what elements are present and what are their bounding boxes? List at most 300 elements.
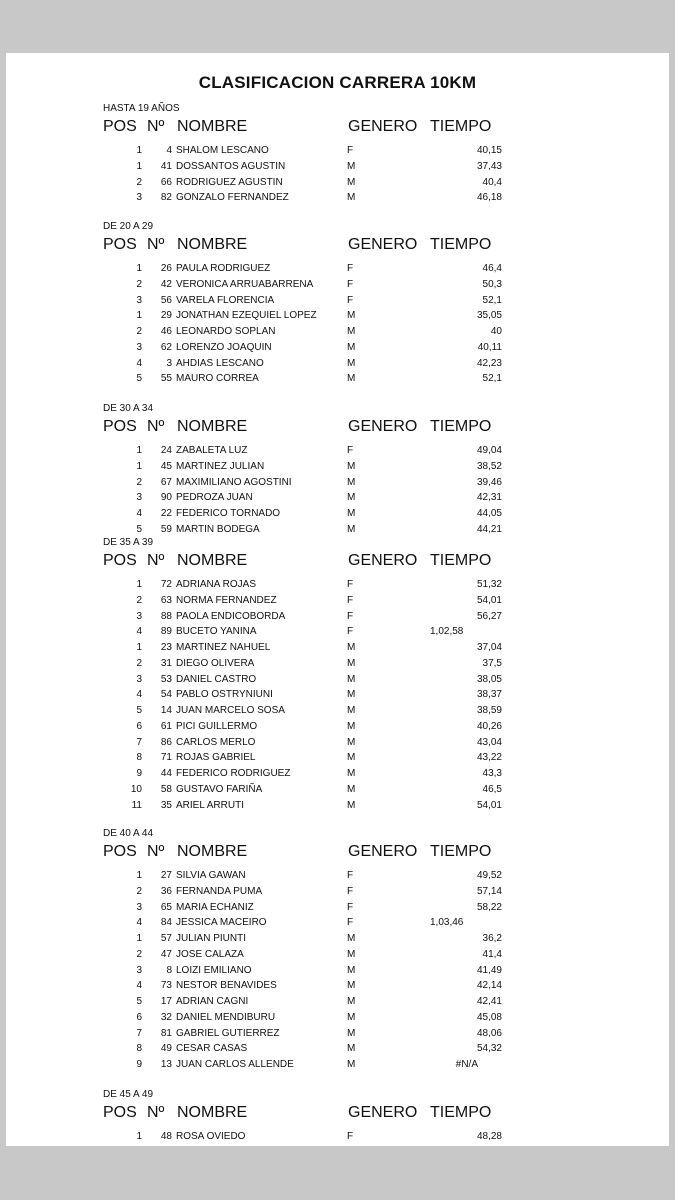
runner-name-cell: CESAR CASAS xyxy=(176,1043,248,1055)
column-header-row xyxy=(6,1104,669,1124)
table-row xyxy=(6,461,669,476)
runner-name-cell: FERNANDA PUMA xyxy=(176,885,263,897)
column-header-num: Nº xyxy=(147,118,165,135)
position-cell: 1 xyxy=(136,933,142,944)
bib-number-cell: 26 xyxy=(160,263,172,274)
column-header-num: Nº xyxy=(147,552,165,569)
gender-cell: M xyxy=(347,160,356,172)
gender-cell: M xyxy=(347,964,356,976)
bib-number-cell: 66 xyxy=(160,176,172,188)
table-row xyxy=(6,1028,669,1043)
time-cell: 57,14 xyxy=(476,885,502,897)
time-cell: 38,52 xyxy=(476,460,502,472)
column-header-row xyxy=(6,843,669,863)
column-header-pos: POS xyxy=(103,843,137,860)
time-cell: 58,22 xyxy=(476,901,502,913)
bib-number-cell: 3 xyxy=(166,357,172,369)
gender-cell: F xyxy=(347,870,354,881)
gender-cell: F xyxy=(347,1131,354,1142)
gender-cell: M xyxy=(347,341,356,353)
gender-cell: F xyxy=(347,885,354,897)
bib-number-cell: 89 xyxy=(160,626,172,638)
time-cell: 49,52 xyxy=(476,870,502,881)
position-cell: 5 xyxy=(136,373,142,385)
bib-number-cell: 24 xyxy=(160,445,172,456)
position-cell: 3 xyxy=(136,610,142,622)
table-row xyxy=(6,279,669,294)
runner-name-cell: JUAN MARCELO SOSA xyxy=(176,705,285,716)
runner-name-cell: CARLOS MERLO xyxy=(176,736,256,748)
time-cell: 38,37 xyxy=(476,689,502,701)
position-cell: 2 xyxy=(136,885,142,897)
position-cell: 5 xyxy=(136,996,142,1007)
bib-number-cell: 36 xyxy=(160,885,172,897)
runner-name-cell: MAURO CORREA xyxy=(176,373,259,385)
table-row xyxy=(6,326,669,341)
table-row xyxy=(6,965,669,980)
position-cell: 3 xyxy=(136,192,142,204)
bib-number-cell: 14 xyxy=(160,705,172,716)
table-row xyxy=(6,752,669,767)
gender-cell: M xyxy=(347,373,356,385)
runner-name-cell: MARIA ECHANIZ xyxy=(176,901,254,913)
column-header-tiempo: TIEMPO xyxy=(430,552,492,569)
gender-cell: F xyxy=(347,917,354,929)
bib-number-cell: 58 xyxy=(160,783,172,795)
time-cell: 49,04 xyxy=(476,445,502,456)
table-row xyxy=(6,295,669,310)
position-cell: 2 xyxy=(136,326,142,337)
table-row xyxy=(6,508,669,523)
runner-name-cell: PICI GUILLERMO xyxy=(176,720,258,732)
runner-name-cell: PAULA RODRIGUEZ xyxy=(176,263,271,274)
gender-cell: M xyxy=(347,192,356,204)
position-cell: 2 xyxy=(136,278,142,290)
column-header-nombre: NOMBRE xyxy=(177,118,248,135)
gender-cell: M xyxy=(347,176,356,188)
column-header-genero: GENERO xyxy=(348,418,418,435)
table-row xyxy=(6,445,669,460)
time-cell: 46,18 xyxy=(476,192,502,204)
gender-cell: M xyxy=(347,980,356,992)
table-row xyxy=(6,917,669,932)
runner-name-cell: AHDIAS LESCANO xyxy=(176,357,264,369)
bib-number-cell: 46 xyxy=(160,326,172,337)
gender-cell: M xyxy=(347,705,356,716)
time-cell: 54,01 xyxy=(476,799,502,811)
column-header-num: Nº xyxy=(147,418,165,435)
time-cell: 42,23 xyxy=(476,357,502,369)
runner-name-cell: DIEGO OLIVERA xyxy=(176,657,255,669)
runner-name-cell: ROJAS GABRIEL xyxy=(176,752,256,764)
column-header-num: Nº xyxy=(147,1104,165,1121)
time-cell: 43,22 xyxy=(476,752,502,764)
bib-number-cell: 32 xyxy=(160,1011,172,1023)
position-cell: 1 xyxy=(136,310,142,322)
time-cell: #N/A xyxy=(455,1059,478,1070)
time-cell: 40,26 xyxy=(476,720,502,732)
bib-number-cell: 56 xyxy=(160,294,172,306)
gender-cell: M xyxy=(347,657,356,669)
gender-cell: M xyxy=(347,357,356,369)
time-cell: 40,4 xyxy=(482,176,502,188)
bib-number-cell: 48 xyxy=(160,1131,172,1142)
position-cell: 1 xyxy=(136,870,142,881)
table-row xyxy=(6,768,669,783)
column-header-genero: GENERO xyxy=(348,118,418,135)
position-cell: 3 xyxy=(136,901,142,913)
table-row xyxy=(6,870,669,885)
time-cell: 35,05 xyxy=(476,310,502,322)
gender-cell: M xyxy=(347,768,356,779)
gender-cell: M xyxy=(347,476,356,488)
column-header-row xyxy=(6,236,669,256)
position-cell: 4 xyxy=(136,508,142,519)
gender-cell: F xyxy=(347,263,354,274)
position-cell: 1 xyxy=(136,579,142,590)
runner-name-cell: LEONARDO SOPLAN xyxy=(176,326,276,337)
runner-name-cell: DANIEL CASTRO xyxy=(176,673,257,685)
runner-name-cell: ZABALETA LUZ xyxy=(176,445,248,456)
time-cell: 42,41 xyxy=(476,996,502,1007)
table-row xyxy=(6,342,669,357)
runner-name-cell: VARELA FLORENCIA xyxy=(176,294,275,306)
runner-name-cell: DOSSANTOS AGUSTIN xyxy=(176,160,286,172)
table-row xyxy=(6,1131,669,1146)
column-header-num: Nº xyxy=(147,843,165,860)
gender-cell: M xyxy=(347,752,356,764)
position-cell: 2 xyxy=(136,476,142,488)
runner-name-cell: MARTINEZ JULIAN xyxy=(176,460,265,472)
table-row xyxy=(6,1059,669,1074)
time-cell: 38,59 xyxy=(476,705,502,716)
position-cell: 4 xyxy=(136,980,142,992)
position-cell: 1 xyxy=(136,642,142,653)
runner-name-cell: GONZALO FERNANDEZ xyxy=(176,192,289,204)
table-row xyxy=(6,642,669,657)
runner-name-cell: JESSICA MACEIRO xyxy=(176,917,267,929)
table-row xyxy=(6,373,669,388)
gender-cell: F xyxy=(347,610,354,622)
gender-cell: M xyxy=(347,460,356,472)
section-label: DE 20 A 29 xyxy=(103,221,154,232)
column-header-tiempo: TIEMPO xyxy=(430,418,492,435)
time-cell: 52,1 xyxy=(482,294,502,306)
time-cell: 42,14 xyxy=(476,980,502,992)
position-cell: 1 xyxy=(136,445,142,456)
bib-number-cell: 55 xyxy=(160,373,172,385)
gender-cell: M xyxy=(347,492,356,504)
bib-number-cell: 17 xyxy=(160,996,172,1007)
runner-name-cell: FEDERICO RODRIGUEZ xyxy=(176,768,291,779)
table-row xyxy=(6,1043,669,1058)
bib-number-cell: 42 xyxy=(160,278,172,290)
bib-number-cell: 73 xyxy=(160,980,172,992)
time-cell: 38,05 xyxy=(476,673,502,685)
runner-name-cell: PAOLA ENDICOBORDA xyxy=(176,610,286,622)
time-cell: 45,08 xyxy=(476,1011,502,1023)
table-row xyxy=(6,611,669,626)
gender-cell: M xyxy=(347,948,356,960)
column-header-nombre: NOMBRE xyxy=(177,1104,248,1121)
section-label: DE 35 A 39 xyxy=(103,537,154,548)
column-header-nombre: NOMBRE xyxy=(177,843,248,860)
runner-name-cell: RODRIGUEZ AGUSTIN xyxy=(176,176,283,188)
gender-cell: M xyxy=(347,736,356,748)
runner-name-cell: NORMA FERNANDEZ xyxy=(176,594,277,606)
gender-cell: F xyxy=(347,294,354,306)
table-row xyxy=(6,784,669,799)
gender-cell: F xyxy=(347,594,354,606)
position-cell: 1 xyxy=(136,160,142,172)
time-cell: 43,04 xyxy=(476,736,502,748)
time-cell: 1,02,58 xyxy=(430,626,464,638)
time-cell: 51,32 xyxy=(476,579,502,590)
table-row xyxy=(6,721,669,736)
column-header-genero: GENERO xyxy=(348,1104,418,1121)
bib-number-cell: 86 xyxy=(160,736,172,748)
gender-cell: M xyxy=(347,783,356,795)
position-cell: 1 xyxy=(136,1131,142,1142)
bib-number-cell: 57 xyxy=(160,933,172,944)
table-row xyxy=(6,996,669,1011)
time-cell: 37,04 xyxy=(476,642,502,653)
gender-cell: M xyxy=(347,326,356,337)
column-header-num: Nº xyxy=(147,236,165,253)
bib-number-cell: 72 xyxy=(160,579,172,590)
gender-cell: M xyxy=(347,642,356,653)
table-row xyxy=(6,1012,669,1027)
bib-number-cell: 27 xyxy=(160,870,172,881)
table-row xyxy=(6,626,669,641)
column-header-genero: GENERO xyxy=(348,552,418,569)
gender-cell: M xyxy=(347,933,356,944)
runner-name-cell: PABLO OSTRYNIUNI xyxy=(176,689,273,701)
gender-cell: M xyxy=(347,996,356,1007)
gender-cell: M xyxy=(347,1011,356,1023)
runner-name-cell: JULIAN PIUNTI xyxy=(176,933,247,944)
bib-number-cell: 29 xyxy=(160,310,172,322)
table-row xyxy=(6,477,669,492)
table-row xyxy=(6,689,669,704)
bib-number-cell: 67 xyxy=(160,476,172,488)
bib-number-cell: 62 xyxy=(160,341,172,353)
bib-number-cell: 90 xyxy=(160,492,172,504)
position-cell: 3 xyxy=(136,673,142,685)
time-cell: 50,3 xyxy=(482,278,502,290)
time-cell: 40,11 xyxy=(477,341,502,353)
column-header-nombre: NOMBRE xyxy=(177,552,248,569)
runner-name-cell: LOIZI EMILIANO xyxy=(176,964,252,976)
runner-name-cell: SHALOM LESCANO xyxy=(176,145,269,156)
time-cell: 54,32 xyxy=(476,1043,502,1055)
column-header-row xyxy=(6,418,669,438)
position-cell: 4 xyxy=(136,689,142,701)
table-row xyxy=(6,902,669,917)
column-header-tiempo: TIEMPO xyxy=(430,118,492,135)
position-cell: 11 xyxy=(131,799,142,811)
runner-name-cell: ROSA OVIEDO xyxy=(176,1131,246,1142)
column-header-tiempo: TIEMPO xyxy=(430,236,492,253)
gender-cell: F xyxy=(347,626,354,638)
column-header-row xyxy=(6,552,669,572)
time-cell: 36,2 xyxy=(482,933,502,944)
bib-number-cell: 41 xyxy=(160,160,172,172)
section-label: HASTA 19 AÑOS xyxy=(103,103,180,114)
time-cell: 1,03,46 xyxy=(430,917,464,929)
document-title: CLASIFICACION CARRERA 10KM xyxy=(198,73,477,92)
runner-name-cell: JUAN CARLOS ALLENDE xyxy=(176,1059,294,1070)
bib-number-cell: 88 xyxy=(160,610,172,622)
position-cell: 4 xyxy=(136,357,142,369)
bib-number-cell: 82 xyxy=(160,192,172,204)
time-cell: 46,4 xyxy=(482,263,502,274)
table-row xyxy=(6,310,669,325)
position-cell: 3 xyxy=(136,492,142,504)
position-cell: 2 xyxy=(136,657,142,669)
bib-number-cell: 8 xyxy=(166,964,172,976)
table-row xyxy=(6,674,669,689)
position-cell: 3 xyxy=(136,294,142,306)
bib-number-cell: 22 xyxy=(160,508,172,519)
column-header-row xyxy=(6,118,669,138)
table-row xyxy=(6,177,669,192)
runner-name-cell: NESTOR BENAVIDES xyxy=(176,980,277,992)
position-cell: 7 xyxy=(136,736,142,748)
table-row xyxy=(6,263,669,278)
runner-name-cell: BUCETO YANINA xyxy=(176,626,257,638)
column-header-pos: POS xyxy=(103,552,137,569)
time-cell: 52,1 xyxy=(482,373,502,385)
position-cell: 4 xyxy=(136,626,142,638)
table-row xyxy=(6,737,669,752)
gender-cell: F xyxy=(347,901,354,913)
table-row xyxy=(6,886,669,901)
column-header-nombre: NOMBRE xyxy=(177,236,248,253)
time-cell: 54,01 xyxy=(476,594,502,606)
runner-name-cell: JONATHAN EZEQUIEL LOPEZ xyxy=(176,310,317,322)
gender-cell: F xyxy=(347,278,354,290)
column-header-nombre: NOMBRE xyxy=(177,418,248,435)
position-cell: 1 xyxy=(136,145,142,156)
column-header-pos: POS xyxy=(103,118,137,135)
time-cell: 44,21 xyxy=(476,523,502,535)
position-cell: 3 xyxy=(136,341,142,353)
bib-number-cell: 45 xyxy=(160,460,172,472)
bib-number-cell: 84 xyxy=(160,917,172,929)
bib-number-cell: 53 xyxy=(160,673,172,685)
position-cell: 2 xyxy=(136,176,142,188)
gender-cell: F xyxy=(347,145,354,156)
bib-number-cell: 61 xyxy=(160,720,172,732)
time-cell: 42,31 xyxy=(476,492,502,504)
column-header-pos: POS xyxy=(103,236,137,253)
bib-number-cell: 81 xyxy=(160,1027,172,1039)
table-row xyxy=(6,949,669,964)
runner-name-cell: SILVIA GAWAN xyxy=(176,870,246,881)
runner-name-cell: DANIEL MENDIBURU xyxy=(176,1011,276,1023)
position-cell: 4 xyxy=(136,917,142,929)
position-cell: 8 xyxy=(136,752,142,764)
time-cell: 44,05 xyxy=(476,508,502,519)
time-cell: 39,46 xyxy=(476,476,502,488)
table-row xyxy=(6,579,669,594)
table-row xyxy=(6,933,669,948)
time-cell: 43,3 xyxy=(482,768,502,779)
position-cell: 8 xyxy=(136,1043,142,1055)
table-row xyxy=(6,800,669,815)
table-row xyxy=(6,161,669,176)
bib-number-cell: 63 xyxy=(160,594,172,606)
position-cell: 1 xyxy=(136,263,142,274)
column-header-pos: POS xyxy=(103,1104,137,1121)
position-cell: 5 xyxy=(136,705,142,716)
bib-number-cell: 49 xyxy=(160,1043,172,1055)
runner-name-cell: GUSTAVO FARIÑA xyxy=(176,783,263,795)
runner-name-cell: MAXIMILIANO AGOSTINI xyxy=(176,476,292,488)
section-label: DE 40 A 44 xyxy=(103,828,154,839)
time-cell: 46,5 xyxy=(482,783,502,795)
column-header-tiempo: TIEMPO xyxy=(430,843,492,860)
time-cell: 41,4 xyxy=(482,948,502,960)
gender-cell: M xyxy=(347,673,356,685)
runner-name-cell: JOSE CALAZA xyxy=(176,948,244,960)
time-cell: 40 xyxy=(490,326,502,337)
position-cell: 7 xyxy=(136,1027,142,1039)
time-cell: 48,28 xyxy=(476,1131,502,1142)
position-cell: 10 xyxy=(130,783,142,795)
bib-number-cell: 54 xyxy=(160,689,172,701)
runner-name-cell: ARIEL ARRUTI xyxy=(176,799,244,811)
section-label: DE 45 A 49 xyxy=(103,1089,154,1100)
column-header-tiempo: TIEMPO xyxy=(430,1104,492,1121)
time-cell: 37,43 xyxy=(476,160,502,172)
runner-name-cell: MARTINEZ NAHUEL xyxy=(176,642,271,653)
bib-number-cell: 31 xyxy=(160,657,172,669)
time-cell: 48,06 xyxy=(476,1027,502,1039)
bib-number-cell: 71 xyxy=(160,752,172,764)
gender-cell: M xyxy=(347,310,356,322)
bib-number-cell: 44 xyxy=(160,768,172,779)
gender-cell: M xyxy=(347,1043,356,1055)
bib-number-cell: 35 xyxy=(160,799,172,811)
column-header-genero: GENERO xyxy=(348,843,418,860)
gender-cell: M xyxy=(347,1059,356,1070)
position-cell: 3 xyxy=(136,964,142,976)
gender-cell: M xyxy=(347,689,356,701)
position-cell: 1 xyxy=(136,460,142,472)
bib-number-cell: 13 xyxy=(160,1059,172,1070)
runner-name-cell: GABRIEL GUTIERREZ xyxy=(176,1027,280,1039)
gender-cell: M xyxy=(347,799,356,811)
position-cell: 6 xyxy=(136,720,142,732)
bib-number-cell: 59 xyxy=(160,523,172,535)
position-cell: 2 xyxy=(136,948,142,960)
table-row xyxy=(6,595,669,610)
gender-cell: M xyxy=(347,523,356,535)
table-row xyxy=(6,192,669,207)
time-cell: 40,15 xyxy=(476,145,502,156)
table-row xyxy=(6,145,669,160)
bib-number-cell: 47 xyxy=(160,948,172,960)
runner-name-cell: ADRIAN CAGNI xyxy=(176,996,249,1007)
table-row xyxy=(6,980,669,995)
bib-number-cell: 23 xyxy=(160,642,172,653)
table-row xyxy=(6,358,669,373)
gender-cell: M xyxy=(347,720,356,732)
runner-name-cell: VERONICA ARRUABARRENA xyxy=(176,278,314,290)
bib-number-cell: 65 xyxy=(160,901,172,913)
